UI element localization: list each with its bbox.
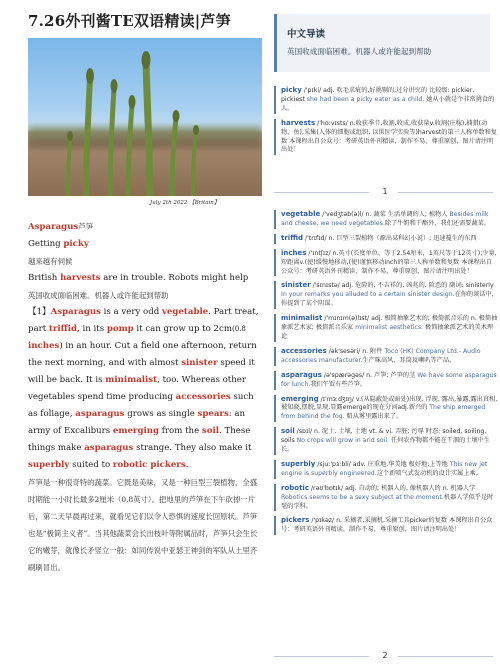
vocab-entry: asparagus /ə'spærəgəs/ n. 芦笋; 芦笋的茎 We have some asparagus for lunch.我们午饭有些芦笋。 [274, 371, 498, 390]
vocab-entry: vegetable /'vedʒtəb(ə)l/ n. 蔬菜 生活单调的人; 植物人 Besides milk and cheese, we need vegetables.除了牛奶和干酪外，我们还需要蔬菜。 [274, 210, 498, 229]
page-title: 7.26外刊酱TE双语精读|芦笋 [28, 12, 231, 30]
page-number: 2 [382, 651, 388, 660]
vocab-entry: pickers /'pɪkəz/ n. 采摘者,采摘机,采摘工具picker的复数 本课程出自公众号：考研英语外刊精读，制作不易，尊重原创，图片请注明出处！ [274, 516, 498, 535]
article-body [28, 218, 260, 576]
guide-text: 英国收成面临困难。机器人或许能起到帮助 [287, 47, 432, 56]
vocab-entry: triffid /'trɪfɪd/ n. 巨型三裂植物（源出某科幻小说）; 迅速蔓生的东西 [274, 234, 498, 244]
vocab-entry: superbly /sjuː'pɜːbli/ adv. 庄重地,华美地 极好地;上等地 This new jet engine is superbly engineered.这个新喷气式发动机的设计实属上乘。 [274, 460, 498, 479]
vocab-entry: robotic /rəʊ'bɒtɪk/ adj. 自动的; 机器人的, 像机器人的 n. 机器人学 Robotics seems to be a sexy subject at the moment.机器人学似乎是时髦的学科。 [274, 484, 498, 512]
vocab-entry: minimalist /'mɪnɪm(ə)lɪst/ adj. 极简抽象艺术的; 极简派音乐的 n. 极简抽象派艺术家; 极简派音乐家 minimalist aesthetics. 极简抽象派艺术的美术理论 [274, 314, 498, 342]
headline: Asparagus芦笋 [28, 222, 94, 232]
vocab-list-top [274, 86, 498, 160]
asparagus-photo [28, 38, 262, 196]
vocab-entry: inches /'ɪntʃɪz/ n.英寸(长度单位，等于2.54厘米，1英尺等于12英寸);少量,短距离v.(使)缓慢地移动,(使)谨慎移动inch的第三人称单数和复数 本课程出自公众号：考研英语外刊精读，制作不易，尊重原创，图片请注明出处！ [274, 249, 498, 277]
vocab-entry: picky /'pɪki/ adj. 吹毛求疵的,好挑剔的,过分讲究的 比较级: pickier, pickiest she had been a picky eater as a child. 她从小就是个非常挑食的人。 [274, 86, 498, 114]
vocab-list-bottom [274, 210, 498, 540]
vocab-entry: emerging /ɪ'mɜːdʒɪŋ/ v.(从隐蔽处或暗处)出现, 浮现, 露出,暴露,露出真相,被知晓,摆脱,显现,显露emerge的现在分词adj.新兴的 The ship emerged from behind the fog. 船从雾里露出来了。 [274, 395, 498, 423]
asparagus-spears-illustration [28, 38, 262, 196]
lead-sentence: British harvests are in trouble. Robots might help [28, 273, 249, 283]
photo-caption: July 2th 2022 【Britain】 [150, 200, 220, 206]
subtitle: Getting picky [28, 239, 89, 249]
paragraph-1: 【1】Asparagus is a very odd vegetable. Part treat, part triffid, in its pomp it can grow up to 2cm(0.8 inches) in an hour. Cut a field one afternoon, return the next morning, and with almost sinister speed it will be back. It is minimalist, too. Whereas other vegetables spend time producing accessories such as foliage, asparagus grows as single spears: an army of Excaliburs emerging from the soil. These things make asparagus strange. They also make it superbly suited to robotic pickers. [28, 307, 259, 470]
vocab-entry: harvests /'hɑːvɪsts/ n.收获季节,收割,收成,收获量v.收割(庄稼),捕猎(动物、鱼),采集(人体的细胞或组织, 以供医学实验等)harvest的第三人称单数和复数 本课程出自公众号：考研英语外刊精读，制作不易，尊重原创，图片请注明出处！ [274, 119, 498, 156]
paragraph-1-translation: 芦笋是一种很奇特的蔬菜。它既是美味，又是一种巨型三裂植物，全盛时期能一小时长最多2厘米（0.8英寸）。把地里的芦笋在下午砍掉一片后，第二天早晨再过来，就看见它们以令人恐惧的速度长回原状。芦笋也是“极简主义者”。当其他蔬菜会长出枝叶等附属品时，芦笋只会生长它的嫩芽，就像长矛竖立一般：如同传说中亚瑟王神剑的军队从土里齐刷刷冒出。 [28, 478, 258, 572]
vocab-entry: sinister /'sɪnɪstə/ adj. 危险的, 不吉祥的, 凶兆的, 险恶的 副词: sinisterly In your remarks you alluded to a certain sinister design.在你的谈话中,你提到了某个阴谋。 [274, 281, 498, 309]
lead-translation: 英国收成面临困难。机器人或许能起到帮助 [28, 291, 169, 300]
vocab-entry: soil /sɒɪl/ n. 泥土, 土壤, 土地 vt. & vi. 弄脏; 污辱 时态: soiled, soiling, soils No crops will grow in arid soil. 任何农作物都不能在干涸的土壤中生长。 [274, 427, 498, 455]
vocab-entry: accessories /ək'sesəri/ n. 附件 Toco (HK) Company Ltd.- Audio accessories manufacturer.生产咪高风、耳筒及喇叭等产品。 [274, 347, 498, 366]
page-number: 1 [382, 187, 388, 196]
subtitle-translation: 越来越有伺候 [28, 257, 73, 266]
guide-title: 中文导读 [287, 29, 326, 40]
chinese-guide-box [274, 14, 490, 72]
vocab-column [270, 0, 500, 666]
